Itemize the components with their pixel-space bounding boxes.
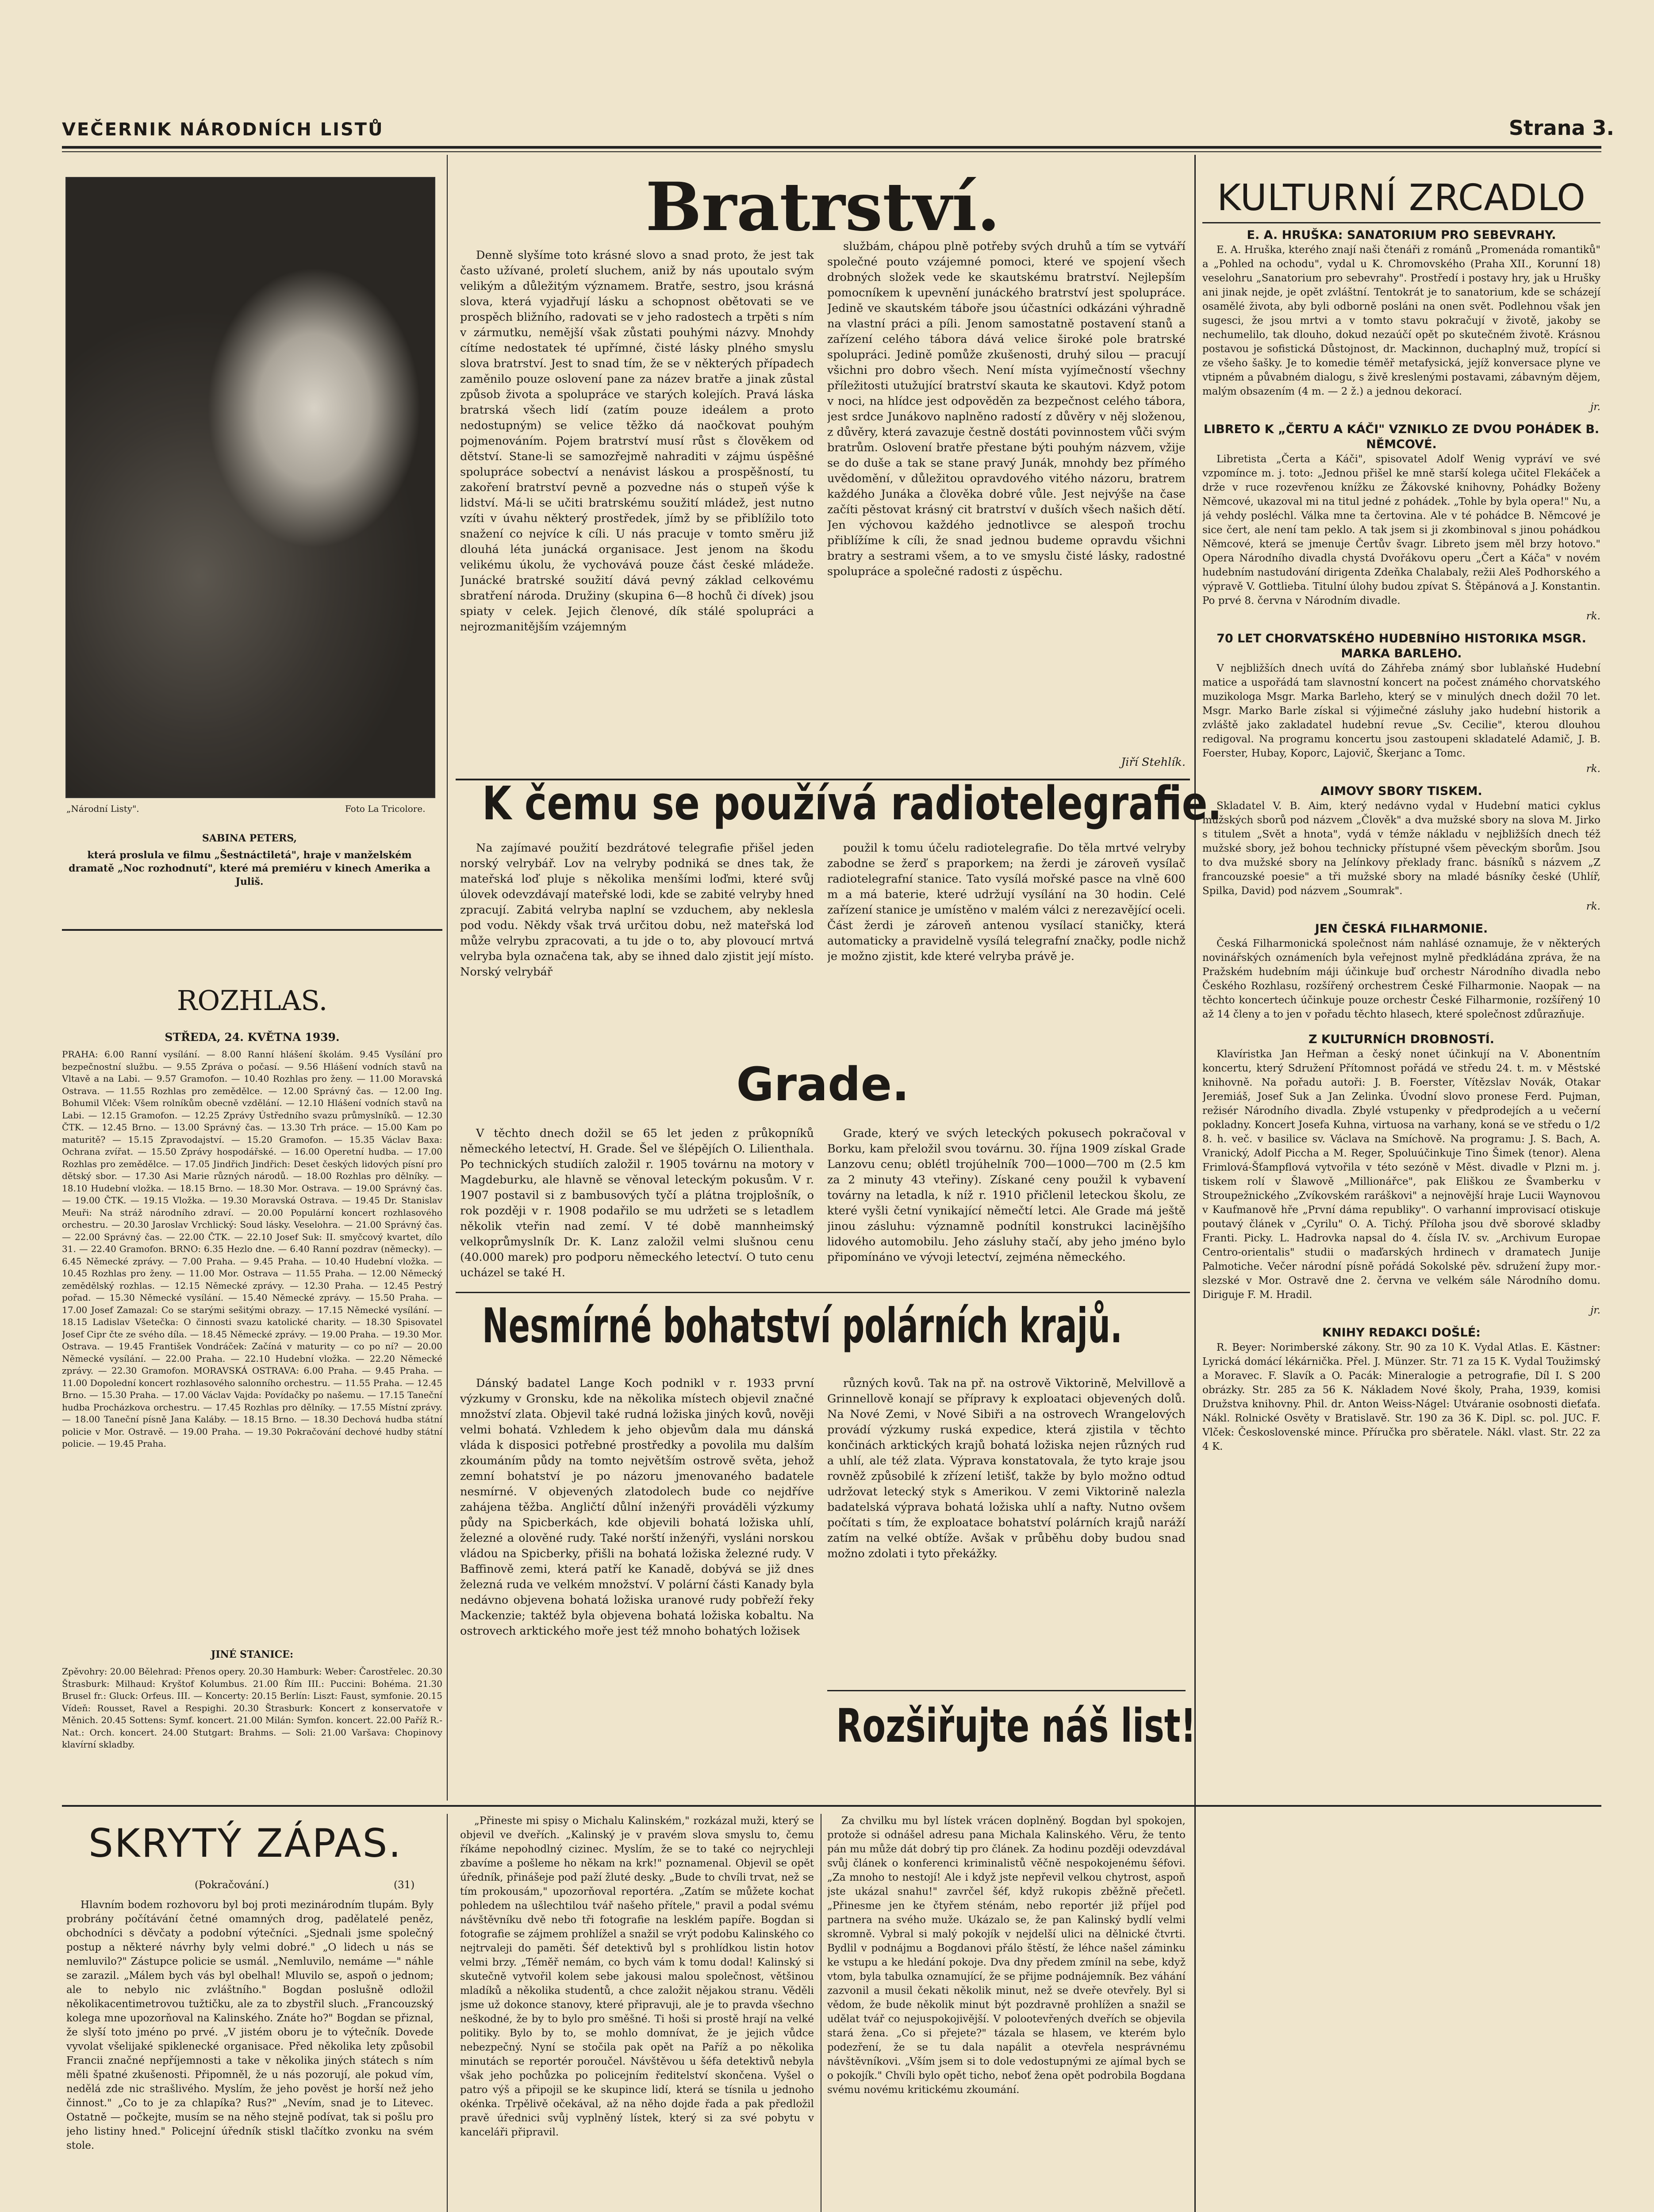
photo-subject-text: která proslula ve filmu „Šestnáctiletá", hraje v manželském dramatě „Noc rozhodnutí", které má premiéru v kinech Amerika a Juliš. (69, 849, 430, 887)
radio-text-2: použil k tomu účelu radiotelegrafie. Do těla mrtvé velryby zabodne se žerď s praporkem; na žerdi je zároveň vysílač radiotelegrafní stanice. Tato vysílá mořské pasce na vlně 600 m a má baterie, které udržují vysílání na 30 hodin. Celé zařízení stanice je umístěno v malém válci z nerezavějící oceli. Část žerdi je zároveň antenou vysílací staničky, která automaticky a pravidelně vysílá telegrafní značky, podle nichž je možno zjistit, kde které velryba právě je. (827, 841, 1186, 963)
rozhlas-program-text: PRAHA: 6.00 Ranní vysílání. — 8.00 Ranní hlášení školám. 9.45 Vysílání pro bezpečnostní službu. — 9.55 Zpráva o počasí. — 9.56 Hlášení vodních stavů na Vltavě a na Labi. — 9.57 Gramofon. — 10.40 Rozhlas pro ženy. — 11.00 Moravská Ostrava. — 11.55 Rozhlas pro zemědělce. — 12.00 Správný čas. — 12.00 Ing. Bohumil Vlček: Všem rolníkům obecně vzdělání. — 12.10 Hlášení vodních stavů na Labi. — 12.15 Gramofon. — 12.25 Zprávy Ústředního svazu průmyslníků. — 12.30 ČTK. — 12.45 Brno. — 13.00 Správný čas. — 13.30 Trh práce. — 15.00 Kam po maturitě? — 15.15 Zpravodajství. — 15.20 Gramofon. — 15.35 Václav Baxa: Ochrana zvířat. — 15.50 Zprávy hospodářské. — 16.00 Operetní hudba. — 17.00 Rozhlas pro zemědělce. — 17.05 Jindřich Jindřich: Deset českých lidových písní pro dětský sbor. — 17.30 Asi Marie různých národů. — 18.00 Rozhlas pro dělníky. — 18.10 Hudební vložka. — 18.15 Brno. — 18.30 Mor. Ostrava. — 19.00 Správný čas. — 19.00 ČTK. — 19.15 Vložka. — 19.30 Moravská Ostrava. — 19.45 Dr. Stanislav Meuři: Na stráž národního zdraví. — 20.00 Populární koncert rozhlasového orchestru. — 20.30 Jaroslav Vrchlický: Soud lásky. Veselohra. — 21.00 Správný čas. — 22.00 Správný čas. — 22.00 ČTK. — 22.10 Josef Suk: II. smyčcový kvartet, dílo 31. — 22.40 Gramofon. BRNO: 6.35 Hezlo dne. — 6.40 Ranní pozdrav (německy). — 6.45 Německé zprávy. — 7.00 Praha. — 9.45 Praha. — 10.40 Hudební vložka. — 10.45 Rozhlas pro ženy. — 11.00 Mor. Ostrava — 11.55 Praha. — 12.00 Německý zemědělský rozhlas. — 12.15 Německé zprávy. — 12.30 Praha. — 12.45 Pestrý pořad. — 15.30 Německé vysílání. — 15.40 Německé zprávy. — 15.50 Praha. — 17.00 Josef Zamazal: Co se starými sešitými obrazy. — 17.15 Německé vysílání. — 18.15 Ladislav Všetečka: O činnosti svazu katolické charity. — 18.30 Spisovatel Josef Cipr čte ze svého díla. — 18.45 Německé zprávy. — 19.00 Praha. — 19.30 Mor. Ostrava. — 19.45 František Vondráček: Začíná v maturity — co po ní? — 20.00 Německé vysílání. — 22.00 Praha. — 22.10 Hudební vložka. — 22.20 Německé zprávy. — 22.30 Gramofon. MORAVSKÁ OSTRAVA: 6.00 Praha. — 9.45 Praha. — 11.00 Dopolední koncert rozhlasového salonního orchestru. — 11.55 Praha. — 12.45 Brno. — 15.30 Praha. — 17.00 Václav Vajda: Povídačky po našemu. — 17.15 Taneční hudba Procházkova orchestru. — 17.45 Rozhlas pro dělníky. — 17.55 Místní zprávy. — 18.00 Taneční písně Jana Kaláby. — 18.15 Brno. — 18.30 Dechová hudba státní policie v Mor. Ostravě. — 19.00 Praha. — 19.30 Pokračování dechové hudby státní policie. — 19.45 Praha. (62, 1049, 442, 1449)
serial-col2 (460, 1814, 814, 2212)
serial-text-2: „Přineste mi spisy o Michalu Kalinském," rozkázal muži, který se objevil ve dveřích. „Kalinský je v pravém slova smyslu to, čemu říkáme nepohodlný cizinec. Myslím, že se to také co nejrychleji zbavíme a pošleme ho někam na krk!" poznamenal. Objevil se opět úředník, přinášeje pod paží žluté desky. „Bude to chvíli trvat, než se tím prokousám," upozorňoval reportéra. „Zatím se můžete kochat pohledem na ušlechtilou tvář našeho přítele," pravil a podal svému návštěvníku dvě nebo tři fotografie na lesklém papíře. Bogdan si fotografie se zájmem prohlížel a snažil se vrýt podobu Kalinského co nejtrvaleji do paměti. Šéf detektivů byl s prohlídkou listin hotov velmi brzy. „Téměř nemám, co bych vám k tomu dodal! Kalinský si skutečně vytvořil kolem sebe jakousi malou společnost, většinou mladíků a několika studentů, a chce založit nějakou stranu. Věděli jsme už dokonce stanovy, které připravuji, ale je to pravda všechno neškodné, že by to bylo pro směšné. Ti hoši si prostě hrají na velké politiky. Bylo by to, se mohlo domnívat, že je jejich vůdce nebezpečný. Nyní se stočila pak opět na Paříž a po několika minutách se reportér poroučel. Návštěvou u šéfa detektivů nebyla však jeho pochůzka po policejním ředitelství skončena. Vyšel o patro výš a připojil se ke skupince lidí, která se tísnila u jednoho okénka. Trpělivě očekával, až na něho dojde řada a pak předložil pravě úřednici svůj vyplněný lístek, který si za své pobytu v kanceláři připravil. (460, 1815, 814, 2138)
column-rule (1194, 155, 1196, 2212)
bratrstvi-author: Jiří Stehlík. (1121, 756, 1186, 769)
serial-number: (31) (394, 1879, 415, 1891)
radio-col1 (460, 841, 814, 1031)
column-rule (447, 155, 448, 1801)
culture-item-title: LIBRETO K „ČERTU A KÁČI" VZNIKLO ZE DVOU POHÁDEK B. NĚMCOVÉ. (1203, 422, 1600, 451)
serial-text-3: Za chvilku mu byl lístek vrácen doplněný. Bogdan byl spokojen, protože si odnášel adresu pana Michala Kalinského. Věru, že tento pán mu může dát dobrý tip pro článek. Za hodinu později odevzdával svůj článek o konferenci kriminalistů věčně nespokojenému šéfovi. „Za mnoho to nestojí! Ale i když jste nepřevil velkou chytrost, aspoň jste ukázal snahu!" zavrčel šéf, když rukopis zběžně přečetl. „Přinesme jen ke čtyřem sténám, nebo reportér již příjel pod partnera na svého muže. Ukázalo se, že pan Kalinský bydlí velmi skromně. Vybral si malý pokojík v nejdelší ulici na dělnické čtvrti. Bydlil v podnájmu a Bogdanovi přálo štěstí, že léhce našel záminku ke vstupu a ke hledání pokoje. Dva dny předem zmínil na sebe, když vtom, byla tabulka oznamující, že se přijme podnájemník. Bez váhání zazvonil a musil čekati několik minut, než se dveře otevřely. Byl si vědom, že bude několik minut být pozdravně prohlížen a snažil se udělat tvář co nejuspokojivější. V polootevřených dveřích se objevila stará žena. „Co si přejete?" tázala se hlasem, ve kterém bylo podezření, že se tu dala napálit a otevřela nesprávnému návštěvníkovi. „Vším jsem si to dole vedostupnými ze ajímal bych se o pokojík." Chvíli bylo opět ticho, neboť žena opět podrobila Bogdana svému novému kritickému zkoumání. (827, 1815, 1186, 2096)
rozhlas-date: STŘEDA, 24. KVĚTNA 1939. (165, 1031, 340, 1044)
masthead-title: VEČERNIK NÁRODNÍCH LISTŮ (62, 119, 384, 140)
grade-col1 (460, 1126, 814, 1327)
bratrstvi-headline: Bratrství. (645, 168, 1000, 246)
bratrstvi-col2 (827, 239, 1186, 757)
grade-headline: Grade. (736, 1057, 910, 1111)
culture-item-signature: jr. (1590, 401, 1600, 413)
polar-col1 (460, 1376, 814, 1796)
serial-subtitle: (Pokračování.) (195, 1879, 269, 1891)
subscribe-banner-text: Rozšiřujte náš list! (836, 1699, 1196, 1753)
polar-text-1: Dánský badatel Lange Koch podnikl v r. 1933 první výzkumy v Gronsku, kde na několika místech objevil značné množství zlata. Objevil také rudná ložiska jiných kovů, nověji velmi bohatá. Vzhledem k jeho objevům dala mu dánská vláda k disposici potřebné prostředky a povolila mu dalším zkoumáním půdy na tomto největším ostrově světa, jehož zemní bohatství je po názoru jmenovaného badatele nesmírné. V objevených zlatodolech bude co nejdříve zahájena těžba. Angličtí důlní inženýři prováděli výzkumy půdy na Spicberkách, kde objevili bohatá ložiska uhlí, železné a olověné rudy. Také norští inženýři, vysláni norskou vládou na Spicberky, přišli na bohatá ložiska železné rudy. V Baffinově zemi, která patří ke Kanadě, dobývá se již dnes železná ruda ve velkém množství. V polární části Kanady byla nedávno objevena bohatá ložiska uranové rudy pobřeží řeky Mackenzie; taktéž byla objevena bohatá ložiska kobaltu. Na ostrovech arktického moře jest též mnoho bohatých ložisek (460, 1377, 814, 1638)
grade-text-1: V těchto dnech dožil se 65 let jeden z průkopníků německého letectví, H. Grade. Šel ve šlépějích O. Lilienthala. Po technických studiích založil r. 1905 továrnu na motory v Magdeburku, ale hlavně se věnoval leteckým pokusům. V r. 1907 postavil si z bambusových tyčí a plátna trojplošník, o rok později v r. 1908 podařilo se mu udržeti se s letadlem několik vteřin nad zemí. V té době mannheimský velkoprůmyslník Dr. K. Lanz založil velmi slušnou cenu (40.000 marek) pro podporu německého letectví. O tuto cenu ucházel se také H. (460, 1127, 814, 1279)
divider (456, 1292, 1190, 1293)
culture-item-text: E. A. Hruška, kterého znají naši čtenáři z románů „Promenáda romantiků" a „Pohled na ochodu", vydal u K. Chromovského (Praha XII., Korunní 18) veselohru „Sanatorium pro sebevrahy". Prostředí i postavy hry, jak u Hrušky ani jinak nejde, je opět zvláštní. Tentokrát je to sanatorium, kde se scházejí osamělé života, aby byli odborně posláni na onen svět. Podlehnou však jen sugesci, že jsou mrtvi a v tomto stavu pokračují v životě, jakoby se nechumelilo, tak dlouho, dokud nezaúčí opět po skutečném životě. Krásnou postavou je sofistická Důstojnost, dr. Mackinnon, duchaplný muž, tropící si ze všeho šašky. Je to komedie téměř metafysická, jejíž konversace plyne ve vtipném a půvabném dialogu, s živě kreslenými postavami, zábavným dějem, malým obsazením (4 m. — 2 ž.) a jednou dekorací. (1202, 244, 1600, 397)
culture-item-signature: rk. (1586, 901, 1600, 912)
bratrstvi-col1 (460, 248, 814, 779)
culture-column (1202, 228, 1600, 2212)
radio-headline-text: K čemu se používá radiotelegrafie. (482, 776, 1222, 830)
photo-caption-left: „Národní Listy". (66, 803, 139, 814)
header-rule (62, 146, 1601, 149)
serial-text-1: Hlavním bodem rozhovoru byl boj proti mezinárodním tlupám. Byly probrány počítávání četné omamných drog, padělatelé peněz, obchodníci s děvčaty a podobní výtečníci. „Sjednali jsme společný postup a některé návrhy byly velmi dobré." „O lidech u nás se nemluvilo?" Zástupce policie se usmál. „Nemluvilo, nemáme —" náhle se zarazil. „Málem bych vás byl obelhal! Mluvilo se, aspoň o jednom; ale to nebylo nic zvláštního." Bogdan poslušně odložil několikacentimetrovou tužtičku, ale za to zbystřil sluch. „Francouzský kolega mne upozorňoval na Kalinského. Znáte ho?" Bogdan se přiznal, že slyší toto jméno po prvé. „V jistém oboru je to výtečník. Dovede vyvolat všelijaké spiklenecké organisace. Před několika lety způsobil Francii značné nepříjemnosti a take v několika jiných státech s ním měli špatné zkušenosti. Připomněl, že u nás pozorují, ale pokud vím, nedělá zde nic strašlivého. Myslím, že jeho pověst je horší než jeho činnost." „Co to je za chlapíka? Rus?" „Nevím, snad je to Litevec. Ostatně — počkejte, musím se na něho stejně podívat, tak si pošlu pro jeho listiny hned." Policejní úředník stiskl tlačítko zvonku na svém stole. (66, 1899, 434, 2151)
serial-title: SKRYTÝ ZÁPAS. (88, 1820, 403, 1866)
culture-item-title: KNIHY REDAKCI DOŠLÉ: (1322, 1326, 1481, 1340)
culture-section-title: KULTURNÍ ZRCADLO (1217, 177, 1586, 219)
grade-col2 (827, 1126, 1186, 1327)
subscribe-banner (836, 1699, 1196, 1753)
portrait-photo (65, 177, 435, 798)
culture-item-signature: rk. (1586, 611, 1600, 622)
other-stations-title: JINÉ STANICE: (211, 1649, 294, 1660)
rozhlas-program (62, 1048, 442, 1639)
polar-col2 (827, 1376, 1186, 1686)
culture-item-title: 70 LET CHORVATSKÉHO HUDEBNÍHO HISTORIKA MSGR. MARKA BARLEHO. (1217, 632, 1586, 661)
culture-item-text: Klavíristka Jan Heřman a český nonet účinkují na V. Abonentním koncertu, který Sdružení Přítomnost pořádá ve středu 24. t. m. v Městské knihovně. Na pořadu autoři: J. B. Foerster, Vítězslav Novák, Otakar Jeremiáš, Josef Suk a Jan Zelinka. Úvodní slovo pronese Ferd. Pujman, režisér Národního divadla. Zbylé vstupenky v předprodejích a u večerní pokladny. Koncert Josefa Kuhna, virtuosa na varhany, koná se ve středu o 1/2 8. h. več. v basilice sv. Václava na Smíchově. Na programu: J. S. Bach, A. Vranický, Adolf Piccha a M. Reger, Spoluúčinkuje Tino Šimek (tenor). Alena Frimlová-Šťampflová vytvořila v této sezóně v Měst. divadle v Plzni m. j. tiskem rolí v Šlawově „Millionářce", pak Eliškou ze Švamberku v Stroupežnického „Zvíkovském raráškovi" a nejnovější hraje Lucii Waynovou v Kaufmanově hře „První dáma republiky". O varhanní improvisací otiskuje poutavý článek v „Cyrilu" O. A. Tichý. Příloha jsou dvě sborové skladby Franti. Picky. L. Hadrovka napsal do 4. čísla IV. sv. „Archivum Europae Centro-orientalis" studii o maďarských hrdinech v dramatech Junije Palmotiche. Večer národní písně pořádá Sokolské pěv. sdružení župy mor.-slezské v Mor. Ostravě dne 2. června ve velkém sále Národního domu. Diriguje F. M. Hradil. (1202, 1048, 1600, 1301)
radio-text-1: Na zajímavé použití bezdrátové telegrafie přišel jeden norský velrybář. Lov na velryby podniká se dnes tak, že mateřská loď pluje s několika menšími loďmi, které svůj úlovek odevzdávají mateřské lodi, kde se zabité velryby hned zpracují. Zabitá velryba naplní se vzduchem, aby neklesla pod vodu. Někdy však trvá určitou dobu, než mateřská loď může velrybu zpracovati, a tu jde o to, aby plovoucí mrtvá velryba byla označena tak, aby se ihned dalo zjistit její místo. Norský velrybář (460, 841, 814, 979)
other-stations (62, 1666, 442, 1794)
culture-item-text: Skladatel V. B. Aim, který nedávno vydal v Hudební matici cyklus mužských sborů pod názvem „Člověk" a dva mužské sbory na slova M. Jirko s titulem „Svět a hnota", vydá v témže nákladu v nejbližších dnech též mužské sbory, jež bohou technicky přístupné všem pěveckým sborům. Jsou to dva mužské sbory na Jelínkovy překlady franc. básníků s názvem „Z francouzské poesie" a tři mužské sbory na mladé básníky české (Uhlíř, Spilka, David) pod názvem „Soumrak". (1202, 800, 1600, 897)
page-number: Strana 3. (1508, 116, 1614, 140)
culture-item-text: R. Beyer: Norimberské zákony. Str. 90 za 10 K. Vydal Atlas. E. Kästner: Lyrická domácí lékárnička. Přel. J. Münzer. Str. 71 za 15 K. Vydal Toužimský a Moravec. F. Slavík a O. Pacák: Mineralogie a petrografie, Díl I. S 200 obrázky. Str. 285 za 56 K. Nákladem Nové školy, Praha, 1939, komisi Družstva knihovny. Phil. dr. Anton Weiss-Nágel: Utváranie osobnosti dieťaťa. Nákl. Rolnické Osvěty v Bratislavě. Str. 190 za 36 K. Dipl. sc. pol. JUC. F. Vlček: Československé mince. Příručka pro sběratele. Nákl. vlast. Str. 22 za 4 K. (1202, 1342, 1600, 1452)
culture-item-text: V nejbližších dnech uvítá do Záhřeba známý sbor lublaňské Hudební matice a uspořádá tam slavnostní koncert na počest známého chorvatského muzikologa Msgr. Marka Barleho, který se v minulých dnech dožil 70 let. Msgr. Marko Barle získal si výjimečné zásluhy jako hudební historik a zvláště jako zakladatel hudební revue „Sv. Cecilie", kterou dlouhou redigoval. Na programu koncertu jsou zastoupeni skladatelé Adamič, J. B. Foerster, Hubay, Koporc, Lajovič, Škerjanc a Tomc. (1202, 663, 1600, 759)
photo-credit: Foto La Tricolore. (345, 803, 426, 814)
culture-item-title: JEN ČESKÁ FILHARMONIE. (1315, 922, 1488, 936)
culture-item-title: E. A. HRUŠKA: SANATORIUM PRO SEBEVRAHY. (1247, 228, 1556, 242)
divider (827, 1690, 1186, 1691)
culture-item-title: AIMOVY SBORY TISKEM. (1320, 784, 1482, 798)
bratrstvi-text-2: službám, chápou plně potřeby svých druhů a tím se vytváří společné pouto vzájemné pomoci, které ve spojení všech drobných složek vede ke skautskému bratrství. Nejlepším pomocníkem k upevnění junáckého bratrství jest spolupráce. Jedině ve skautském táboře jsou účastníci odkázáni výhradně na vlastní práci a píli. Jenom samostatně postavení stanů a zařízení celého tábora dává velice široké pole bratrské spolupráci. Jedině pomůže zkušenosti, druhý silou — pracují všichni pro dobro všech. Není místa vyjímečností všechny příležitosti utužující bratrství skauta ke skautovi. Když potom v noci, na hlídce jest odpověděn za bezpečnost celého tábora, jest srdce Junákovo naplněno radostí z důvěry v něj složenou, z důvěry, která zavazuje čestně dostáti povinnostem vůči svým bratrům. Oslovení bratře přestane býti pouhým názvem, vžije se do duše a tak se stane pravý Junák, mnohdy bez přímého uvědomění, v důležitou opravdového vitého názoru, bratrem každého Junáka a člověka dobré vůle. Jest nejvýše na čase začíti pěstovat krásný cit bratrství v duších všech našich dětí. Jen výchovou každého jednotlivce se alespoň trochu přiblížíme k cíli, že snad jednou budeme opravdu všichni bratry a sestrami všem, a to ve smyslu čisté lásky, radostné spolupráce a společné radosti z úspěchu. (827, 240, 1186, 578)
polar-headline (482, 1298, 1122, 1354)
divider (1202, 222, 1600, 223)
photo-subject-name: SABINA PETERS, (202, 833, 297, 844)
culture-item-signature: jr. (1590, 1305, 1600, 1316)
bratrstvi-text-1: Denně slyšíme toto krásné slovo a snad proto, že jest tak často užívané, proletí sluchem, aniž by nás upoutalo svým velikým a důležitým významem. Bratře, sestro, jsou krásná slova, která vyjadřují lásku a schopnost obětovati se ve prospěch bližního, radovati se v jeho radostech a trpěti s ním v zármutku, nemější však zůstati pouhými názvy. Mnohdy cítíme nedostatek té upřímné, čisté lásky plného smyslu slova bratrství. Jest to snad tím, že se v některých případech zaměnilo pouze oslovení pane za název bratře a jinak zůstal způsob života a spolupráce ve starých kolejích. Pravá láska bratrská všech lidí (zatím pouze ideálem a proto nedostupným) se velice těžko dá naočkovat pouhým pojmenováním. Pojem bratrství musí růst s člověkem od dětství. Stane-li se samozřejmě nahraditi v zájmu úspěšné spolupráce sobectví a nenávist láskou a prospěšností, tu zakoření bratrství pevně a pozvedne nás o stupeň výše k lidství. Má-li se učiti bratrskému soužití mládež, jest nutno vzíti v úvahu některý prostředek, jímž by se přiblížilo toto snažení co nejvíce k cíli. U nás pracuje v tomto směru již dlouhá léta junácká organisace. Jest jenom na škodu velikému úkolu, že vychovává pouze část české mládeže. Junácké bratrské soužití dává pevný základ celkovému sbratření národa. Družiny (skupina 6—8 hochů či dívek) jsou spiaty v celek. Jejich členové, dík stálé spolupráci a nejrozmanitějším vzájemným (460, 249, 814, 634)
serial-col1 (66, 1898, 434, 2212)
culture-item-text: Česká Filharmonická společnost nám nahlásé oznamuje, že v některých novinářských oznámeních byla veřejnost mylně předkládána zpráva, že na Pražském hudebním máji účinkuje buď orchestr Národního divadla nebo Českého Rozhlasu, rozšířený orchestrem České Filharmonie. Naopak — na těchto koncertech účinkuje pouze orchestr České Filharmonie, rozšířený 10 až 14 členy a to jen v pořadu těchto hlasech, které společnost zdůrazňuje. (1202, 938, 1600, 1020)
culture-item-signature: rk. (1586, 763, 1600, 775)
polar-headline-text: Nesmírné bohatství polárních krajů. (482, 1298, 1122, 1354)
serial-col3 (827, 1814, 1186, 2212)
other-stations-text: Zpěvohry: 20.00 Bělehrad: Přenos opery. 20.30 Hamburk: Weber: Čarostřelec. 20.30 Štrasburk: Milhaud: Kryštof Kolumbus. 21.00 Řím III.: Puccini: Bohéma. 21.30 Brusel fr.: Gluck: Orfeus. III. — Koncerty: 20.15 Berlín: Liszt: Faust, symfonie. 20.15 Vídeň: Rousset, Ravel a Respighi. 20.30 Štrasburk: Koncert z konservatoře v Měnich. 20.45 Sottens: Symf. koncert. 21.00 Milán: Symfon. koncert. 22.00 Paříž R.-Nat.: Orch. koncert. 24.00 Stutgart: Brahms. — Soli: 21.00 Varšava: Chopinovy klavírní skladby. (62, 1666, 442, 1750)
divider (62, 929, 442, 931)
polar-text-2: různých kovů. Tak na př. na ostrově Viktorině, Melvillově a Grinnellově konají se přípravy k exploataci objevených dolů. Na Nové Zemi, v Nové Sibiři a na ostrovech Wrangelových provádí výzkumy ruská expedice, která zjistila v těchto končinách arktických krajů bohatá ložiska nejen různých rud a uhlí, ale též zlata. Výprava konstatovala, že tyto kraje jsou rovněž způsobilé k zřízení letišť, takže by bylo možno odtud udržovat letecký styk s Amerikou. V zemi Viktorině nalezla badatelská výprava bohatá ložiska uhlí a nafty. Nutno ovšem počítati s tím, že exploatace bohatství polárních krajů naráží zatím na velké obtíže. Avšak v průběhu doby budou snad možno zdolati i tyto překážky. (827, 1377, 1186, 1560)
rozhlas-title: ROZHLAS. (177, 984, 328, 1017)
radio-headline (482, 776, 1222, 830)
culture-item-title: Z KULTURNÍCH DROBNOSTÍ. (1308, 1033, 1495, 1046)
header-rule-thin (62, 151, 1601, 152)
radio-col2 (827, 841, 1186, 1035)
culture-item-text: Libretista „Čerta a Káči", spisovatel Adolf Wenig vypráví ve své vzpomínce m. j. toto: „Jednou přišel ke mně starší kolega učitel Flekáček a drže v ruce rozevřenou knížku ze Žákovské knihovny, Pohádky Boženy Němcové, ukazoval mi na titul jedné z pohádek. „Tohle by byla opera!" Nu, a já vehdy posléchl. Válka mne ta čertovina. Ale v té pohádce B. Němcové je sice čert, ale není tam peklo. A tak jsem si ji zkombinoval s jinou pohádkou Němcové, která se jmenuje Čertův švagr. Libreto jsem měl brzy hotovo." Opera Národního divadla chystá Dvořákovu operu „Čert a Káča" v novém hudebním nastudování dirigenta Zdeňka Chalabaly, režii Aleš Podhorského a výpravě V. Gottlieba. Titulní úlohy budou zpívat S. Štěpánová a J. Konstantin. Po prvé 8. června v Národním divadle. (1202, 453, 1600, 607)
column-rule (447, 1814, 448, 2212)
grade-text-2: Grade, který ve svých leteckých pokusech pokračoval v Borku, kam přeložil svou továrnu. 30. října 1909 získal Grade Lanzovu cenu; oblétl trojúhelník 700—1000—700 m (2.5 km za 2 minuty 43 vteřiny). Získané ceny použil k vybavení továrny na letadla, k níž r. 1910 přičlenil leteckou školu, ze které vyšli četní vynikající němečtí letci. Ale Grade má ještě jinou zásluhu: významně podnítil konstrukci lacinějšího lidového automobilu. Jeho zásluhy stačí, aby jeho jméno bylo připomínáno ve vývoji letectví, zejména německého. (827, 1127, 1186, 1264)
